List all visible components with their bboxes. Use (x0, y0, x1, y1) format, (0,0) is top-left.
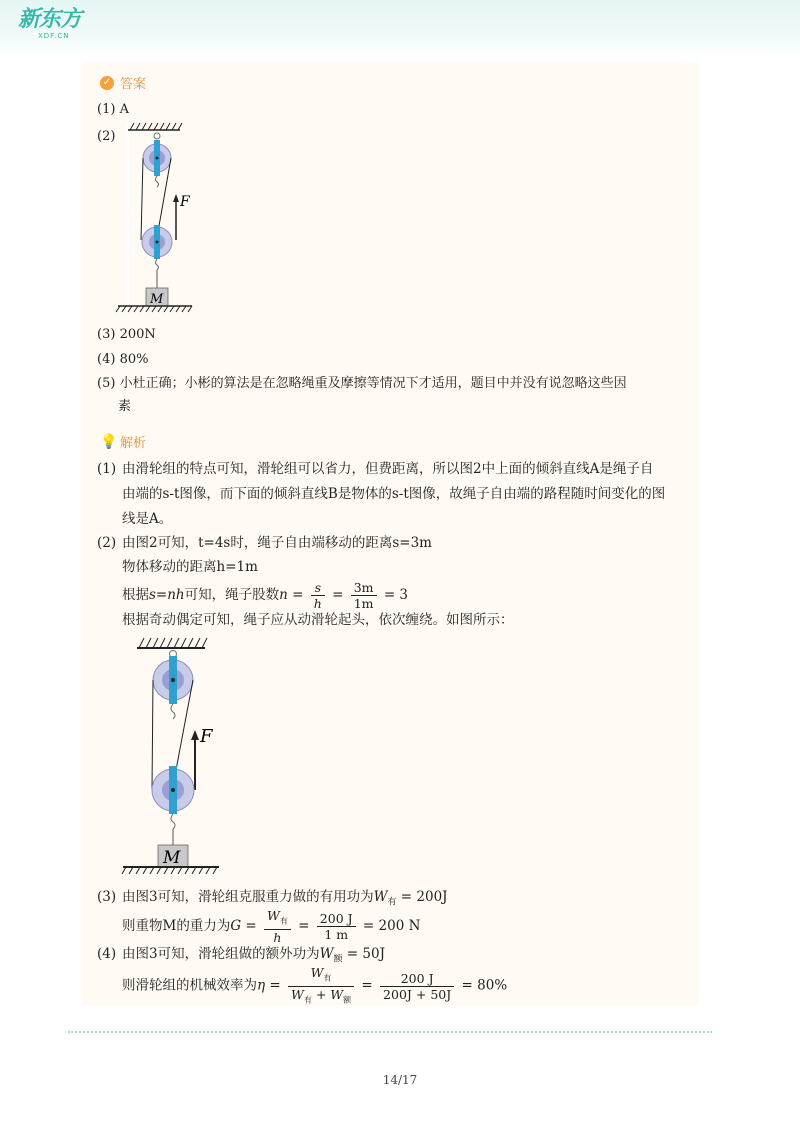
fraction-200j-over-1m: $\frac{200 J}{1 m}$ (317, 911, 356, 942)
analysis-p3-l1: 由图3可知，滑轮组克服重力做的有用功为$W_有 = 200J$ (122, 889, 448, 908)
fraction-s-over-h: $\frac{s}{h}$ (311, 580, 325, 611)
answer-title: 答案 (120, 77, 147, 92)
answer-item-2: (2) (97, 129, 116, 144)
analysis-p4-l2: 则滑轮组的机械效率为η = $\frac{W_有}{W_有 + W_额}$ = $\frac{200 J}{200J + 50J}$ = 80% (122, 965, 507, 1007)
svg-text:M: M (163, 848, 181, 868)
analysis-title: 解析 (120, 436, 147, 451)
check-icon: ✓ (100, 76, 114, 90)
xdf-logo (18, 8, 82, 44)
fraction-3m-over-1m: $\frac{3m}{1m}$ (351, 580, 377, 611)
fraction-efficiency: $\frac{W_有}{W_有 + W_额}$ (288, 965, 354, 1007)
logo-sub: XDF.CN (38, 32, 70, 40)
answer-item-1: (1) A (97, 102, 129, 117)
analysis-p3-l2: 则重物M的重力为G = $\frac{W_有}{h}$ = $\frac{200 J}{1 m}$ = 200 N (122, 908, 421, 945)
analysis-p4-num: (4) (97, 946, 117, 962)
logo-text: 新东方 (18, 7, 82, 32)
pulley-figure-small (114, 122, 196, 318)
analysis-p4-l1: 由图3可知，滑轮组做的额外功为$W_额 = 50J$ (122, 946, 385, 965)
analysis-p1-l1: 由滑轮组的特点可知，滑轮组可以省力，但费距离，所以图2中上面的倾斜直线A是绳子自 (122, 461, 654, 477)
analysis-p1-l2: 由端的s-t图像，而下面的倾斜直线B是物体的s-t图像，故绳子自由端的路程随时间变化的图 (122, 486, 666, 502)
svg-text:M: M (150, 292, 164, 307)
analysis-p2-l3: 根据s=nh可知，绳子股数n = $\frac{s}{h}$ = $\frac{3m}{1m}$ = 3 (122, 580, 409, 611)
analysis-p2-l1: 由图2可知，t=4s时，绳子自由端移动的距离s=3m (122, 535, 432, 551)
pulley-figure-large (119, 634, 223, 874)
analysis-p2-l4: 根据奇动偶定可知，绳子应从动滑轮起头，依次缠绕。如图所示： (122, 612, 514, 628)
analysis-p2-l2: 物体移动的距离h=1m (122, 559, 258, 575)
analysis-p1-l3: 线是A。 (122, 511, 173, 527)
fraction-200j-over-250j: $\frac{200 J}{200J + 50J}$ (380, 971, 454, 1002)
lightbulb-icon: 💡 (100, 433, 118, 450)
analysis-p2-num: (2) (97, 535, 117, 551)
analysis-p3-num: (3) (97, 889, 117, 905)
fraction-w-over-h: $\frac{W_有}{h}$ (264, 908, 291, 945)
analysis-heading (100, 432, 146, 451)
answer-item-3: (3) 200N (97, 327, 156, 342)
svg-text:F: F (200, 726, 213, 747)
page-number: 14/17 (382, 1073, 418, 1087)
answer-heading (100, 73, 146, 92)
dotted-divider (68, 1031, 712, 1033)
svg-text:F: F (180, 194, 190, 210)
answer-item-5: (5) 小杜正确；小彬的算法是在忽略绳重及摩擦等情况下才适用，题目中并没有说忽略这些因 (97, 376, 627, 391)
answer-item-4: (4) 80% (97, 352, 149, 367)
header-band (0, 0, 800, 58)
answer-item-5-cont: 素 (118, 399, 132, 414)
analysis-p1-num: (1) (97, 461, 117, 477)
